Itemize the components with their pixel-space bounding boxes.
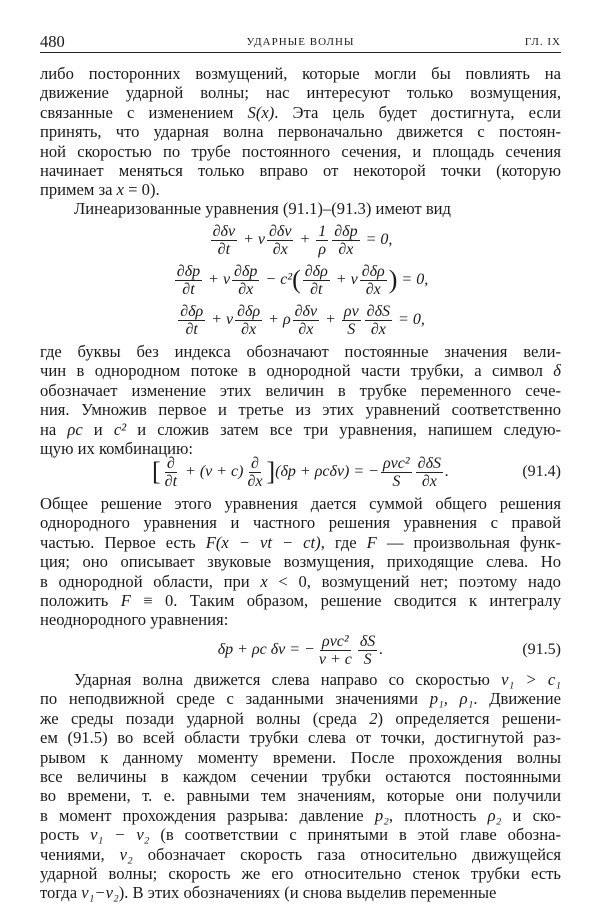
math-inline: x xyxy=(260,571,268,591)
text-line xyxy=(40,180,561,199)
equation-row xyxy=(40,220,561,260)
numerator: ∂δp xyxy=(176,262,201,280)
text-run: же среды позади ударной волны (среда xyxy=(40,708,370,728)
text-run: в однородной области, при xyxy=(40,571,261,591)
text-line xyxy=(40,381,561,400)
text-line xyxy=(40,122,561,141)
text-run: ем (91.5) во всей области трубки слева от точки, достигнутой раз- xyxy=(40,728,561,748)
numerator: ∂δS xyxy=(366,302,391,320)
text-run: < 0, возмущений нет; поэтому надо xyxy=(267,571,561,591)
math-inline: F(x − vt − ct) xyxy=(205,532,321,552)
text-run: ) определяется решени- xyxy=(377,708,561,728)
denominator: ∂t xyxy=(164,472,178,490)
equation-system xyxy=(40,220,561,340)
equation-91-5 xyxy=(40,630,561,670)
text-run: = 0). xyxy=(124,180,160,200)
numerator: ∂δρ xyxy=(361,262,385,280)
text-line xyxy=(40,533,561,552)
text-run: . Эта цель будет достигнута, если xyxy=(274,102,561,122)
text-line xyxy=(40,103,561,122)
denominator: S xyxy=(347,320,356,338)
page-number: 480 xyxy=(40,32,65,51)
text-line xyxy=(40,748,561,767)
fraction xyxy=(267,223,293,258)
text-run: , где xyxy=(320,532,367,552)
text-line xyxy=(40,199,561,218)
text-line xyxy=(40,513,561,532)
numerator: ∂ xyxy=(166,454,175,472)
text-line xyxy=(40,728,561,747)
math-inline: δ xyxy=(553,361,561,381)
denominator: ∂x xyxy=(370,320,386,338)
numerator: ∂δv xyxy=(294,302,318,320)
text-run: начинает меняться только вправо от некоторой точки (которую xyxy=(40,160,561,180)
math-inline: ρc xyxy=(67,419,83,439)
text-run: щую их комбинацию: xyxy=(40,438,193,458)
fraction xyxy=(178,303,205,338)
math-term: + xyxy=(321,311,340,328)
numerator: ∂δv xyxy=(268,222,292,240)
fraction xyxy=(358,633,377,668)
denominator: ρ xyxy=(318,240,327,258)
math-term: . xyxy=(445,463,449,480)
text-run: ция; оно описывает звуковые возмущения, приходящие слева. Но xyxy=(40,552,561,572)
math-inline: S(x) xyxy=(247,102,275,122)
math-inline: p₁, ρ₁ xyxy=(429,689,474,709)
text-run: связанные с изменением xyxy=(40,102,248,122)
math-term: = 0, xyxy=(397,271,429,288)
text-line xyxy=(40,825,561,844)
text-line xyxy=(40,552,561,571)
text-run: неоднородного уравнения: xyxy=(40,610,229,630)
text-line xyxy=(40,142,561,161)
text-line xyxy=(40,83,561,102)
numerator: 1 xyxy=(318,222,327,240)
numerator: ∂δp xyxy=(334,222,358,240)
numerator: ∂δS xyxy=(417,454,441,472)
numerator: ρvc² xyxy=(322,632,349,650)
text-run: тогда xyxy=(40,883,82,903)
text-run: движение ударной волны; нас интересуют только возмущения, xyxy=(40,83,561,103)
text-line xyxy=(40,689,561,708)
chapter-label: ГЛ. IX xyxy=(524,36,561,48)
fraction xyxy=(365,303,392,338)
fraction xyxy=(317,633,354,668)
text-line xyxy=(40,420,561,439)
denominator: S xyxy=(392,472,401,490)
numerator: ∂δρ xyxy=(180,302,204,320)
math-inline: ρ₂ xyxy=(487,805,502,825)
page-header xyxy=(40,30,561,53)
paragraph xyxy=(40,199,561,218)
denominator: ∂x xyxy=(272,240,288,258)
text-line xyxy=(40,361,561,380)
text-run: — произвольная функ- xyxy=(376,532,562,552)
fraction xyxy=(175,263,202,298)
denominator: S xyxy=(363,650,372,668)
fraction xyxy=(360,263,387,298)
text-run: либо посторонних возмущений, которые могли бы повлиять на xyxy=(40,64,561,83)
numerator: ∂δv xyxy=(212,222,236,240)
text-run: чениями, xyxy=(40,844,120,864)
text-run: Линеаризованные уравнения (91.1)–(91.3) имеют вид xyxy=(74,199,451,218)
denominator: ∂x xyxy=(238,280,254,298)
math-inline: x xyxy=(116,180,125,200)
paragraph xyxy=(40,494,561,630)
text-run: по неподвижной среде с заданными значениями xyxy=(40,689,430,709)
text-run: рость xyxy=(40,825,91,845)
bracket: [ xyxy=(151,457,161,486)
denominator: ∂x xyxy=(247,472,263,490)
text-line xyxy=(40,161,561,180)
text-line xyxy=(40,806,561,825)
math-term: + v xyxy=(207,311,234,328)
bracket: ( xyxy=(292,265,301,294)
paragraph xyxy=(40,670,561,903)
equation-row xyxy=(40,300,561,340)
math-inline: v₁ − v₂ xyxy=(90,825,150,845)
text-line xyxy=(40,494,561,513)
math-inline: v₂ xyxy=(119,844,133,864)
numerator: ∂δp xyxy=(234,262,258,280)
equation-91-4 xyxy=(40,452,561,492)
fraction xyxy=(316,223,328,258)
text-run: обозначает изменение этих величин в трубке переменного сече- xyxy=(40,380,561,400)
text-run: где буквы без индекса обозначают постоянные значения вели- xyxy=(40,342,561,361)
text-run: во времени, т. е. равными тем значениям, которые они получили xyxy=(40,786,561,806)
text-run: чин в однородном потоке в однородной части трубки, а символ xyxy=(40,361,554,381)
numerator: ∂ xyxy=(251,454,259,472)
denominator: ∂x xyxy=(241,320,257,338)
text-line xyxy=(40,670,561,689)
math-term: + v xyxy=(331,271,358,288)
text-run: (в соответствии с принятыми в этой главе обозна- xyxy=(149,825,561,845)
math-term: + v xyxy=(239,231,265,248)
bracket: ] xyxy=(266,457,276,486)
text-line xyxy=(40,572,561,591)
text-run: рывом к данному моменту времени. После прохождения волны xyxy=(40,747,561,767)
text-run: обозначает скорость газа относительно движущейся xyxy=(132,844,561,864)
math-inline: v₁ > c₁ xyxy=(501,670,562,689)
math-term: (δp + ρcδv) = − xyxy=(275,463,379,480)
denominator: ∂t xyxy=(182,280,195,298)
text-run: ≡ 0. Таким образом, решение сводится к интегралу xyxy=(130,590,561,610)
paragraph xyxy=(40,64,561,200)
fraction xyxy=(245,455,264,490)
text-run: на xyxy=(40,419,68,439)
denominator: ∂x xyxy=(338,240,354,258)
denominator: ∂t xyxy=(217,240,231,258)
fraction xyxy=(342,303,361,338)
math-term: + ρ xyxy=(264,311,291,328)
math-term: δp + ρc δv = − xyxy=(217,641,315,658)
math-inline: p₂ xyxy=(374,805,389,825)
running-title: УДАРНЫЕ ВОЛНЫ xyxy=(246,36,355,48)
text-run: положить xyxy=(40,590,121,610)
denominator: v + c xyxy=(318,650,352,668)
bracket: ) xyxy=(388,265,398,294)
text-run: ударной волны; скорость же его относительно стенок трубки есть xyxy=(40,863,561,883)
math-term: = 0, xyxy=(394,311,425,328)
denominator: ∂x xyxy=(421,472,437,490)
text-line xyxy=(40,883,561,902)
text-run: однородного уравнения и частного решения уравнения с правой xyxy=(40,513,561,533)
paragraph xyxy=(40,342,561,458)
text-line xyxy=(40,342,561,361)
text-line xyxy=(40,709,561,728)
math-term: = 0, xyxy=(361,231,393,248)
text-run: все величины в каждом сечении трубки остаются постоянными xyxy=(40,766,561,786)
text-run: ). В этих обозначениях (и снова выделив переменные xyxy=(118,883,497,903)
text-line xyxy=(40,64,561,83)
text-run: . Движение xyxy=(473,689,561,709)
text-run: ной скоростью по трубе постоянного сечения, и площадь сечения xyxy=(40,141,561,161)
fraction xyxy=(381,455,412,490)
denominator: ∂x xyxy=(365,280,381,298)
text-run: ния. Умножив первое и третье из этих уравнений соответственно xyxy=(40,400,561,420)
denominator: ∂t xyxy=(310,280,323,298)
equation-row xyxy=(40,452,561,492)
fraction xyxy=(232,263,259,298)
text-run: и xyxy=(82,419,114,439)
fraction xyxy=(416,455,443,490)
denominator: ∂x xyxy=(298,320,314,338)
equation-number: (91.5) xyxy=(522,641,561,658)
text-run: частью. Первое есть xyxy=(40,532,206,552)
math-inline: 2 xyxy=(369,708,378,728)
text-run: , плотность xyxy=(388,805,488,825)
denominator: ∂t xyxy=(185,320,198,338)
text-line xyxy=(40,767,561,786)
fraction xyxy=(163,455,179,490)
math-inline: v₁−v₂ xyxy=(81,883,119,903)
fraction xyxy=(235,303,262,338)
text-run: в момент прохождения разрыва: давление xyxy=(40,805,375,825)
text-line xyxy=(40,786,561,805)
text-line xyxy=(40,845,561,864)
text-run: Ударная волна движется слева направо со скоростью xyxy=(74,670,502,689)
math-term: − c² xyxy=(261,271,293,288)
numerator: ρv xyxy=(343,302,359,320)
equation-row xyxy=(40,630,561,670)
math-term: . xyxy=(379,641,384,658)
equation-row xyxy=(40,260,561,300)
math-inline: c² xyxy=(113,419,127,439)
numerator: ∂δρ xyxy=(237,302,261,320)
text-line xyxy=(40,591,561,610)
text-run: Общее решение этого уравнения дается суммой общего решения xyxy=(40,494,561,513)
text-run: принять, что ударная волна первоначально движется с постоян- xyxy=(40,122,561,142)
math-inline: F xyxy=(120,590,131,610)
fraction xyxy=(293,303,319,338)
text-run: примем за xyxy=(40,180,117,200)
fraction xyxy=(211,223,237,258)
math-term: + v xyxy=(204,271,231,288)
math-term: + xyxy=(295,231,315,248)
numerator: δS xyxy=(359,632,376,650)
text-line xyxy=(40,864,561,883)
math-inline: F xyxy=(366,532,377,552)
text-line xyxy=(40,400,561,419)
fraction xyxy=(332,223,359,258)
text-run: и сложив затем все три уравнения, напишем следую- xyxy=(126,419,561,439)
text-run: и ско- xyxy=(501,805,561,825)
numerator: ρvc² xyxy=(382,454,410,472)
text-line xyxy=(40,610,561,629)
equation-number: (91.4) xyxy=(522,463,561,480)
fraction xyxy=(303,263,330,298)
math-term: + (v + c) xyxy=(181,463,244,480)
numerator: ∂δρ xyxy=(304,262,328,280)
